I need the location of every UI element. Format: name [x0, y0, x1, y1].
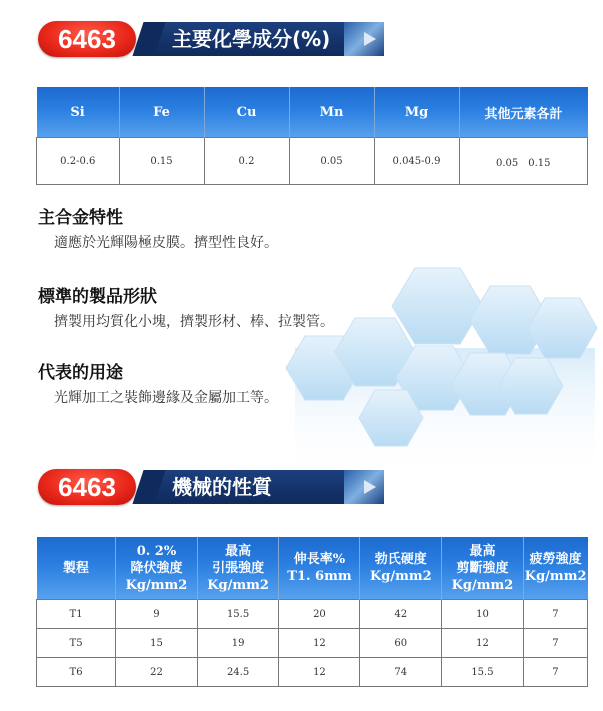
table-cell: 12 — [279, 658, 360, 687]
table-cell: 15.5 — [197, 600, 279, 629]
section-banner — [148, 470, 384, 504]
grade-badge: 6463 — [38, 21, 136, 57]
table-row — [37, 658, 588, 687]
column-header — [37, 537, 116, 600]
chemical-composition-table — [36, 87, 588, 185]
table-cell: 0.05 — [289, 138, 374, 185]
table-cell: 24.5 — [197, 658, 279, 687]
table-header-row — [37, 537, 588, 600]
table-cell: 60 — [360, 629, 442, 658]
feature-text: 光輝加工之裝飾邊緣及金屬加工等。 — [54, 390, 278, 406]
header-line: 製程 — [62, 560, 89, 576]
column-header: Mn — [289, 87, 374, 138]
table-cell: 15.5 — [442, 658, 524, 687]
table-cell: 0.2 — [204, 138, 289, 185]
column-header — [442, 537, 524, 600]
column-header — [197, 537, 279, 600]
table-cell: T5 — [37, 629, 116, 658]
column-header: Mg — [374, 87, 459, 138]
header-line: Kg/mm2 — [524, 569, 587, 584]
feature-text: 適應於光輝陽極皮膜。擠型性良好。 — [54, 235, 278, 251]
header-line: Kg/mm2 — [369, 569, 432, 584]
header-line: 剪斷強度 — [456, 560, 509, 576]
table-cell: 12 — [442, 629, 524, 658]
table-cell: T6 — [37, 658, 116, 687]
table-cell: 0.2-0.6 — [37, 138, 120, 185]
table-cell: 74 — [360, 658, 442, 687]
table-cell: 42 — [360, 600, 442, 629]
table-cell: 7 — [523, 658, 587, 687]
table-cell: 0.15 — [119, 138, 204, 185]
header-line: 引張強度 — [212, 560, 265, 576]
table-cell: 12 — [279, 629, 360, 658]
header-line: 最高 — [469, 543, 496, 559]
column-header: Si — [37, 87, 120, 138]
section-title: 主要化學成分(%) — [172, 27, 331, 51]
table-header-row — [37, 87, 588, 138]
banner-arrow-icon — [344, 470, 384, 504]
header-line: 降伏強度 — [130, 560, 183, 576]
grade-badge: 6463 — [38, 469, 136, 505]
column-header — [360, 537, 442, 600]
mechanical-properties-table — [36, 537, 588, 687]
header-line: Kg/mm2 — [451, 577, 514, 593]
table-row — [37, 629, 588, 658]
header-line: 最高 — [225, 543, 252, 559]
table-cell: 9 — [116, 600, 198, 629]
header-line: 勃氏硬度 — [374, 552, 427, 567]
table-cell: 20 — [279, 600, 360, 629]
feature-heading: 主合金特性 — [38, 208, 123, 228]
table-cell: 7 — [523, 629, 587, 658]
header-line: 疲勞強度 — [529, 552, 582, 567]
column-header — [279, 537, 360, 600]
column-header: 其他元素各計 — [459, 87, 588, 138]
header-line: T1. 6mm — [287, 569, 352, 584]
section-banner — [148, 22, 384, 56]
header-line: Kg/mm2 — [207, 577, 269, 593]
feature-heading: 標準的製品形狀 — [38, 287, 157, 307]
banner-arrow-icon — [344, 22, 384, 56]
header-line: 0. 2% — [136, 543, 177, 559]
column-header — [116, 537, 198, 600]
section-title: 機械的性質 — [172, 475, 272, 499]
column-header: Cu — [204, 87, 289, 138]
table-cell: 0.045-0.9 — [374, 138, 459, 185]
column-header — [523, 537, 587, 600]
header-line: 伸長率% — [293, 552, 346, 567]
table-cell: 7 — [523, 600, 587, 629]
header-line: Kg/mm2 — [125, 577, 188, 593]
table-row — [37, 138, 588, 185]
table-cell: 22 — [116, 658, 198, 687]
aluminum-hex-bars-image — [285, 258, 603, 478]
table-cell: T1 — [37, 600, 116, 629]
feature-text: 擠製用均質化小塊，擠製形材、棒、拉製管。 — [54, 314, 334, 330]
table-cell: 15 — [116, 629, 198, 658]
column-header: Fe — [119, 87, 204, 138]
feature-heading: 代表的用途 — [38, 363, 123, 383]
table-cell: 0.05 0.15 — [459, 138, 588, 185]
table-cell: 10 — [442, 600, 524, 629]
table-cell: 19 — [197, 629, 279, 658]
table-row — [37, 600, 588, 629]
